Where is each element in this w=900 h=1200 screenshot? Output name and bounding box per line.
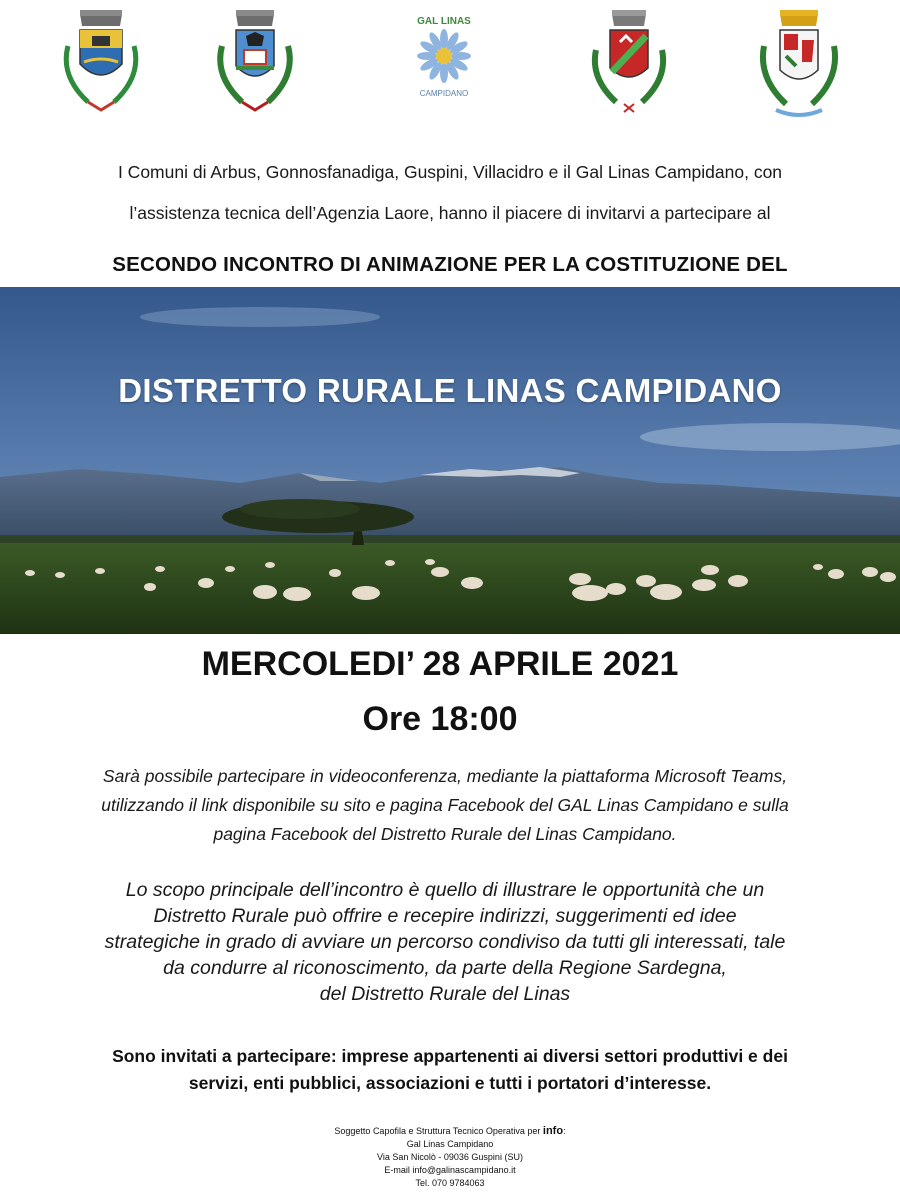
gal-logo-text-bottom: CAMPIDANO [419,89,469,98]
videoconference-paragraph [10,762,880,849]
rural-landscape-with-sheep-grazing [0,287,900,634]
contacts-email[interactable]: E-mail info@galinascampidano.it [384,1165,516,1175]
contacts-block [300,1125,600,1190]
info-label: info [542,1125,564,1137]
event-time: Ore 18:00 [362,700,518,738]
headline: SECONDO INCONTRO DI ANIMAZIONE PER LA COSTITUZIONE DEL [112,253,788,276]
invitees-paragraph [20,1043,880,1097]
purpose-paragraph [10,877,880,1007]
paragraph-line: Distretto Rurale può offrire e recepire indirizzi, suggerimenti ed idee [153,905,737,927]
contacts-intro: Soggetto Capofila e Struttura Tecnico Operativa per [334,1126,541,1136]
landscape-banner [0,287,900,634]
invite-line: Sono invitati a partecipare: imprese appartenenti ai diversi settori produttivi e dei [112,1046,788,1066]
district-title: DISTRETTO RURALE LINAS CAMPIDANO [118,372,782,409]
guspini-coat-of-arms [586,6,672,118]
contacts-address: Via San Nicolò - 09036 Guspini (SU) [377,1152,523,1162]
paragraph-line: utilizzando il link disponibile su sito e pagina Facebook del GAL Linas Campidano e sulla [101,795,789,815]
arbus-coat-of-arms [58,6,144,118]
paragraph-line: strategiche in grado di avviare un percorso condiviso da tutti gli interessati, tale [104,931,786,953]
gonnosfanadiga-coat-of-arms [212,6,298,118]
logos-row [0,0,900,130]
villacidro-coat-of-arms [756,6,842,124]
paragraph-line: pagina Facebook del Distretto Rurale del Linas Campidano. [213,824,677,844]
paragraph-line: Sarà possibile partecipare in videoconferenza, mediante la piattaforma Microsoft Teams, [102,766,788,786]
paragraph-line: da condurre al riconoscimento, da parte della Regione Sardegna, [163,957,727,979]
intro-line-2: l’assistenza tecnica dell’Agenzia Laore, hanno il piacere di invitarvi a partecipare al [129,203,771,223]
paragraph-line: del Distretto Rurale del Linas [319,983,571,1005]
gal-logo-text-top: GAL LINAS [417,16,471,27]
invite-line: servizi, enti pubblici, associazioni e tutti i portatori d’interesse. [188,1073,712,1093]
contacts-intro-line: Soggetto Capofila e Struttura Tecnico Operativa per info: [334,1125,566,1137]
gal-linas-campidano-logo [402,10,486,100]
intro-line-1: I Comuni di Arbus, Gonnosfanadiga, Guspini, Villacidro e il Gal Linas Campidano, con [117,162,783,182]
paragraph-line: Lo scopo principale dell’incontro è quello di illustrare le opportunità che un [125,879,765,901]
contacts-phone: Tel. 070 9784063 [415,1178,485,1188]
contacts-org: Gal Linas Campidano [406,1139,494,1149]
event-date: MERCOLEDI’ 28 APRILE 2021 [201,645,679,683]
